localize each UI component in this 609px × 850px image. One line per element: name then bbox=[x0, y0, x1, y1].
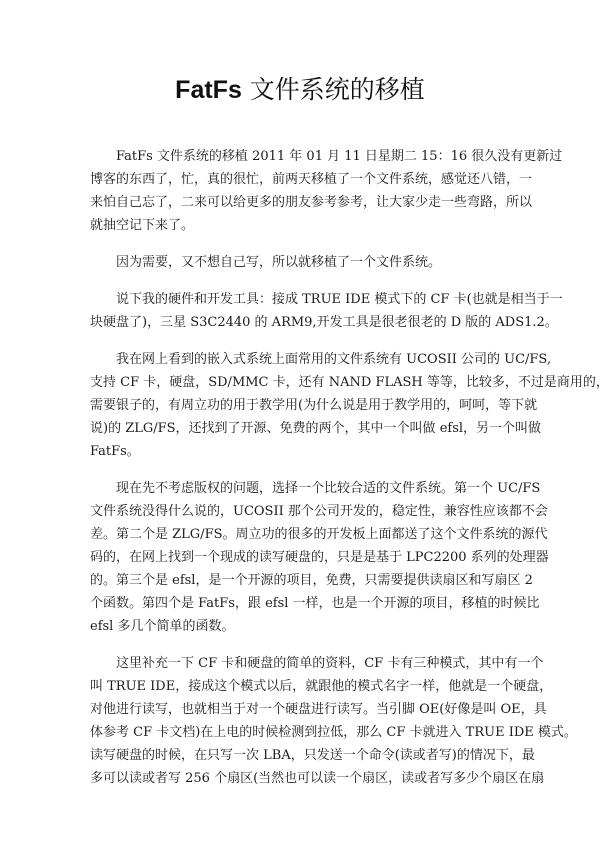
paragraph bbox=[90, 348, 609, 463]
paragraph-line: 体参考 CF 卡文档)在上电的时候检测到拉低，那么 CF 卡就进入 TRUE IDE 模式。 bbox=[90, 725, 577, 740]
document-body bbox=[90, 145, 609, 804]
paragraph bbox=[90, 288, 563, 334]
page-title-han: 文件系统的移植 bbox=[241, 75, 425, 104]
paragraph-line: 需要银子的，有周立功的用于教学用(为什么说是用于教学用的，呵呵，等下就 bbox=[90, 398, 538, 413]
paragraph-line: 说)的 ZLG/FS，还找到了开源、免费的两个，其中一个叫做 efsl，另一个叫做 bbox=[90, 421, 542, 436]
paragraph-line: 块硬盘了)，三星 S3C2440 的 ARM9,开发工具是很老很老的 D 版的 ADS1.2。 bbox=[90, 315, 558, 330]
paragraph-line: 多可以读或者写 256 个扇区(当然也可以读一个扇区，读或者写多少个扇区在扇 bbox=[90, 771, 545, 786]
paragraph-line: FatFs 文件系统的移植 2011 年 01 月 11 日星期二 15：16 很久没有更新过 bbox=[116, 149, 563, 164]
paragraph-line: 叫 TRUE IDE，接成这个模式以后，就跟他的模式名字一样，他就是一个硬盘， bbox=[90, 679, 553, 694]
page-title bbox=[0, 72, 600, 108]
paragraph-line: 博客的东西了，忙，真的很忙，前两天移植了一个文件系统，感觉还八错，一 bbox=[90, 172, 533, 187]
paragraph-line: 这里补充一下 CF 卡和硬盘的简单的资料，CF 卡有三种模式，其中有一个 bbox=[116, 656, 544, 671]
paragraph-line: 因为需要，又不想自己写，所以就移植了一个文件系统。 bbox=[116, 255, 442, 270]
paragraph bbox=[90, 477, 549, 638]
paragraph bbox=[90, 251, 510, 274]
paragraph-line: 的。第三个是 efsl，是一个开源的项目，免费，只需要提供读扇区和写扇区 2 bbox=[90, 573, 533, 588]
paragraph-line: efsl 多几个简单的函数。 bbox=[90, 619, 235, 634]
paragraph-line: 差。第二个是 ZLG/FS。周立功的很多的开发板上面都送了这个文件系统的源代 bbox=[90, 527, 548, 542]
paragraph-line: 码的，在网上找到一个现成的读写硬盘的，只是是基于 LPC2200 系列的处理器 bbox=[90, 550, 549, 565]
paragraph-line: 对他进行读写，也就相当于对一个硬盘进行读写。当引脚 OE(好像是叫 OE，具 bbox=[90, 702, 547, 717]
page-title-latin: FatFs bbox=[175, 76, 242, 104]
paragraph-line: 支持 CF 卡，硬盘，SD/MMC 卡，还有 NAND FLASH 等等，比较多，不过是商用的， bbox=[90, 375, 609, 390]
paragraph-line: 文件系统没得什么说的，UCOSII 那个公司开发的，稳定性，兼容性应该都不会 bbox=[90, 504, 548, 519]
paragraph-line: 读写硬盘的时候，在只写一次 LBA，只发送一个命令(读或者写)的情况下，最 bbox=[90, 748, 535, 763]
paragraph-line: 说下我的硬件和开发工具：接成 TRUE IDE 模式下的 CF 卡(也就是相当于一 bbox=[116, 292, 563, 307]
paragraph-line: 来怕自己忘了，二来可以给更多的朋友参考参考，让大家少走一些弯路，所以 bbox=[90, 195, 533, 210]
paragraph-line: FatFs。 bbox=[90, 444, 140, 459]
paragraph-line: 就抽空记下来了。 bbox=[90, 218, 195, 233]
paragraph bbox=[90, 652, 577, 790]
paragraph bbox=[90, 145, 563, 237]
paragraph-line: 我在网上看到的嵌入式系统上面常用的文件系统有 UCOSII 公司的 UC/FS, bbox=[116, 352, 552, 367]
paragraph-line: 个函数。第四个是 FatFs，跟 efsl 一样，也是一个开源的项目，移植的时候比 bbox=[90, 596, 540, 611]
paragraph-line: 现在先不考虑版权的问题，选择一个比较合适的文件系统。第一个 UC/FS bbox=[116, 481, 541, 496]
